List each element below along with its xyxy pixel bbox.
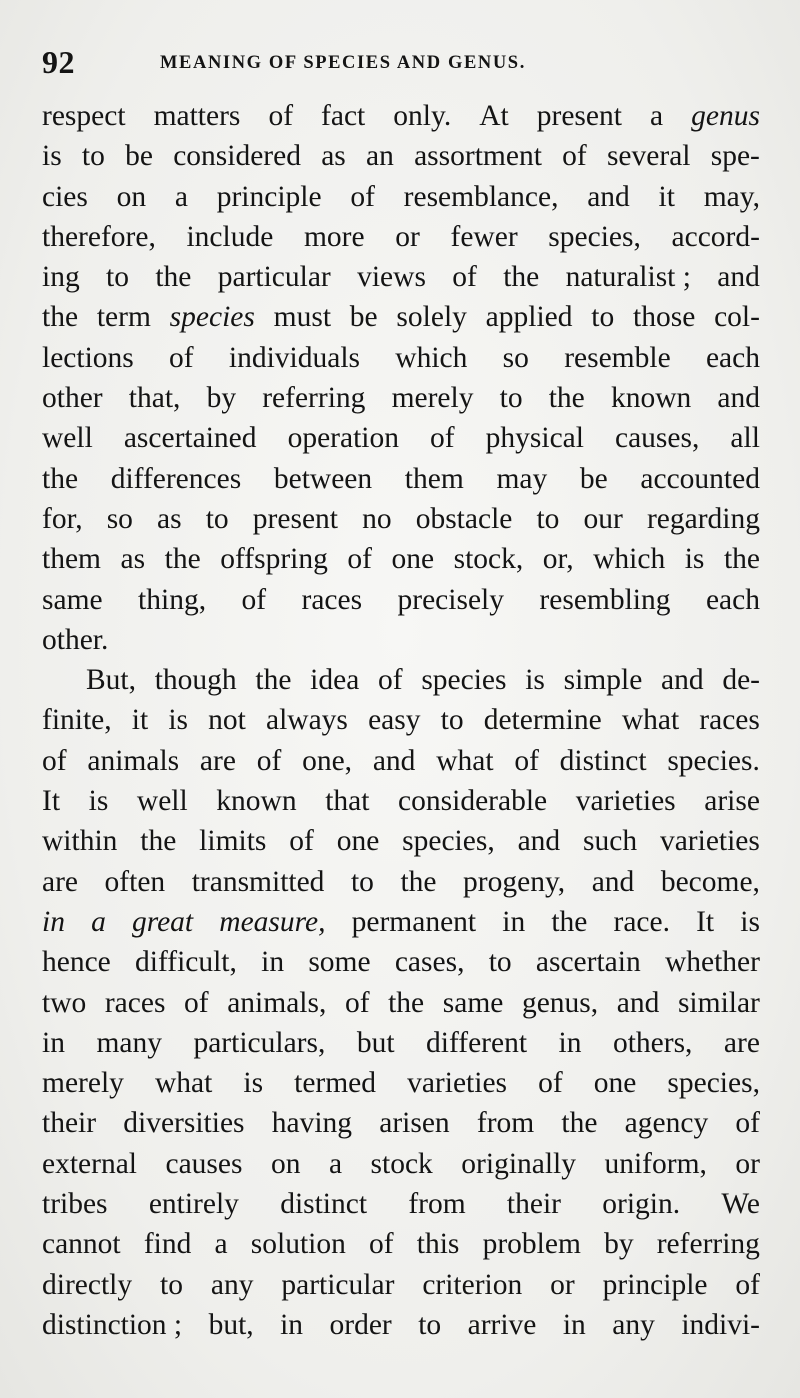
word: for, (42, 502, 83, 535)
text-line (42, 257, 760, 297)
word: stock (370, 1147, 433, 1180)
word: them (404, 462, 464, 495)
word: particulars, (193, 1026, 326, 1059)
word: but (356, 1026, 395, 1059)
word: though (154, 664, 237, 697)
body-text (42, 96, 760, 1345)
text-line (42, 378, 760, 418)
word: is (684, 543, 705, 576)
word: is (243, 1067, 264, 1100)
word: be (579, 462, 608, 495)
word: and (372, 744, 416, 777)
word: agency (624, 1107, 709, 1140)
word: only. (393, 100, 452, 132)
word: distinct (559, 744, 647, 777)
word: as (321, 140, 346, 173)
word: particular (281, 1268, 395, 1301)
word: each (705, 583, 760, 616)
word: within (42, 825, 118, 858)
word: and (717, 261, 760, 294)
word: several (606, 140, 691, 173)
word: on (270, 1147, 301, 1180)
word: is (168, 704, 189, 737)
word: one (593, 1067, 637, 1100)
word: origin. (602, 1188, 681, 1221)
text-line (42, 1023, 760, 1063)
word: of (241, 583, 267, 616)
word: their (42, 1107, 97, 1140)
word: the (164, 543, 201, 576)
word: stock, (453, 543, 524, 576)
word: by (604, 1228, 634, 1261)
word: solely (396, 301, 467, 334)
word: naturalist ; (565, 261, 691, 294)
word: applied (485, 301, 573, 334)
word: to (106, 261, 129, 294)
word: cies (42, 180, 88, 213)
word: At (479, 100, 509, 132)
word: offspring (220, 543, 328, 576)
word: the (255, 664, 292, 697)
text-line (42, 1063, 760, 1103)
word: each (705, 341, 760, 374)
word: of (184, 986, 209, 1019)
word: is (525, 664, 545, 697)
word: problem (482, 1228, 581, 1261)
word: of (562, 140, 587, 173)
word: to (81, 140, 105, 173)
word: many (96, 1026, 162, 1059)
word: to (160, 1268, 183, 1301)
word: on (116, 180, 147, 213)
word: but, (208, 1308, 254, 1341)
text-line (42, 821, 760, 861)
word: may, (703, 180, 760, 213)
word: such (583, 825, 638, 858)
word: respect (42, 100, 126, 132)
word: of (369, 1228, 394, 1261)
word: race. (613, 905, 670, 938)
word: an (366, 140, 394, 173)
word: not (208, 704, 246, 737)
word: or (550, 1268, 575, 1301)
word: indivi- (681, 1308, 760, 1341)
word: more (303, 220, 365, 253)
word: the (561, 1107, 598, 1140)
word: is (88, 785, 109, 818)
text-line (42, 539, 760, 579)
word: precisely (397, 583, 504, 616)
text-line (42, 620, 760, 660)
italic-word: great (131, 905, 194, 938)
word: resemblance, (403, 180, 559, 213)
word: in (502, 905, 526, 938)
word: of (452, 261, 477, 294)
word: species, (667, 1067, 760, 1100)
text-line (42, 1184, 760, 1224)
word: in (562, 1308, 586, 1341)
text-line (42, 1224, 760, 1264)
word: that (325, 785, 370, 818)
word: progeny, (463, 865, 566, 898)
word: arise (704, 785, 760, 818)
word: to (350, 865, 374, 898)
word: whether (664, 946, 760, 979)
word: species, (548, 220, 641, 253)
word: particular (217, 261, 331, 294)
word: and (587, 180, 630, 213)
text-line (42, 338, 760, 378)
italic-word: a (91, 905, 106, 938)
word: distinct (280, 1188, 368, 1221)
word: well (42, 422, 93, 455)
word: it (131, 704, 149, 737)
word: determine (483, 704, 602, 737)
word: the (400, 865, 437, 898)
word: physical (485, 422, 584, 455)
word: causes, (615, 422, 700, 455)
word: in (280, 1308, 304, 1341)
word: different (426, 1026, 528, 1059)
word: operation (287, 422, 399, 455)
word: arisen (379, 1107, 450, 1140)
word: differences (110, 462, 242, 495)
word: from (476, 1107, 535, 1140)
word: thing, (138, 583, 207, 616)
word: other (42, 382, 103, 415)
text-line (42, 459, 760, 499)
word: in (261, 946, 285, 979)
word: are (42, 865, 79, 898)
word: always (266, 704, 348, 737)
word: cannot (42, 1228, 121, 1261)
text-line (42, 96, 760, 136)
word: species, (402, 825, 495, 858)
word: may (496, 462, 548, 495)
word: ascertain (535, 946, 641, 979)
word: what (436, 744, 494, 777)
word: It (696, 905, 715, 938)
word: of (378, 664, 403, 697)
word: tribes (42, 1188, 108, 1221)
text-line (42, 902, 760, 942)
word: regarding (646, 502, 760, 535)
word: are (723, 1026, 760, 1059)
word: no (362, 502, 392, 535)
text-line (42, 983, 760, 1023)
running-title: MEANING OF SPECIES AND GENUS. (160, 53, 526, 73)
word: a (214, 1228, 228, 1261)
word: of (735, 1268, 760, 1301)
italic-word: genus (691, 100, 760, 132)
word: the (42, 462, 79, 495)
word: often (104, 865, 166, 898)
word: merely (42, 1067, 124, 1100)
word: this (416, 1228, 460, 1261)
word: solution (250, 1228, 346, 1261)
italic-word: measure, (219, 905, 326, 938)
word: varieties (575, 785, 676, 818)
word: what (621, 704, 680, 737)
text-line (42, 177, 760, 217)
word: them (42, 543, 101, 576)
word: so (106, 502, 133, 535)
word: by (206, 382, 237, 415)
text-line (42, 217, 760, 257)
word: merely (391, 382, 474, 415)
word: any (612, 1308, 655, 1341)
word: order (329, 1308, 392, 1341)
text-line (42, 942, 760, 982)
word: and (661, 664, 704, 697)
word: principle (602, 1268, 708, 1301)
italic-word: species (169, 301, 255, 334)
word: We (721, 1188, 760, 1221)
text-line (42, 1144, 760, 1184)
word: and (616, 986, 660, 1019)
word: hence (42, 946, 111, 979)
word: accord- (671, 220, 760, 253)
word: same (42, 583, 103, 616)
word: external (42, 1147, 137, 1180)
word: term (96, 301, 151, 334)
word: of (347, 543, 372, 576)
word: directly (42, 1268, 133, 1301)
word: the (42, 301, 79, 334)
word: others, (612, 1026, 693, 1059)
word: and (591, 865, 635, 898)
word: well (136, 785, 188, 818)
word: the (723, 543, 760, 576)
word: uniform, (604, 1147, 707, 1180)
word: of (256, 744, 282, 777)
word: or, (542, 543, 574, 576)
word: ing (42, 261, 80, 294)
word: known (610, 382, 692, 415)
word: what (154, 1067, 213, 1100)
word: other. (42, 623, 109, 656)
word: species (421, 664, 507, 697)
word: their (506, 1188, 561, 1221)
text-line (42, 1103, 760, 1143)
word: the (140, 825, 177, 858)
word: simple (563, 664, 643, 697)
word: a (328, 1147, 343, 1180)
word: resemble (564, 341, 671, 374)
word: any (210, 1268, 254, 1301)
text-line (42, 418, 760, 458)
word: present (252, 502, 338, 535)
text-line (42, 297, 760, 337)
word: similar (677, 986, 760, 1019)
word: the (155, 261, 192, 294)
text-line (42, 862, 760, 902)
word: in (558, 1026, 582, 1059)
word: become, (660, 865, 760, 898)
word: of (430, 422, 455, 455)
word: in (42, 1026, 65, 1059)
word: varieties (659, 825, 760, 858)
word: originally (461, 1147, 576, 1180)
word: races (104, 986, 166, 1019)
word: as (157, 502, 182, 535)
text-line (42, 741, 760, 781)
word: resembling (539, 583, 671, 616)
word: species. (667, 744, 760, 777)
word: is (740, 905, 760, 938)
word: considered (173, 140, 301, 173)
word: assortment (414, 140, 542, 173)
word: are (199, 744, 236, 777)
word: permanent (351, 905, 477, 938)
word: But, (86, 664, 136, 697)
word: criterion (422, 1268, 523, 1301)
word: lections (42, 341, 134, 374)
word: to (205, 502, 229, 535)
word: spe- (710, 140, 760, 173)
word: of (514, 744, 539, 777)
word: limits (199, 825, 267, 858)
word: varieties (407, 1067, 508, 1100)
word: all (730, 422, 760, 455)
word: col- (714, 301, 760, 334)
word: two (42, 986, 87, 1019)
word: to (418, 1308, 442, 1341)
word: causes (165, 1147, 243, 1180)
word: cases, (394, 946, 465, 979)
word: between (273, 462, 373, 495)
word: It (42, 785, 61, 818)
word: races (301, 583, 363, 616)
word: which (395, 341, 468, 374)
word: having (271, 1107, 353, 1140)
word: fewer (450, 220, 518, 253)
word: referring (656, 1228, 760, 1261)
word: and (517, 825, 561, 858)
word: obstacle (415, 502, 513, 535)
word: that, (128, 382, 181, 415)
word: be (349, 301, 378, 334)
word: one (391, 543, 435, 576)
word: of (735, 1107, 760, 1140)
word: must (273, 301, 332, 334)
word: those (633, 301, 696, 334)
page-number: 92 (42, 44, 75, 80)
word: of (538, 1067, 563, 1100)
word: is (42, 140, 62, 173)
running-head (42, 44, 758, 84)
word: referring (262, 382, 366, 415)
word: of (289, 825, 314, 858)
word: difficult, (135, 946, 237, 979)
word: races (699, 704, 760, 737)
word: the (551, 905, 588, 938)
word: be (125, 140, 153, 173)
word: termed (294, 1067, 377, 1100)
word: or (395, 220, 420, 253)
text-line (42, 499, 760, 539)
word: present (536, 100, 622, 132)
word: distinction ; (42, 1308, 183, 1341)
word: of (268, 100, 294, 132)
word: to (591, 301, 615, 334)
word: same (442, 986, 504, 1019)
word: our (583, 502, 623, 535)
word: and (717, 382, 760, 415)
text-line (42, 580, 760, 620)
word: of (169, 341, 194, 374)
word: fact (321, 100, 366, 132)
word: de- (722, 664, 760, 697)
word: include (186, 220, 274, 253)
text-line (42, 136, 760, 176)
word: arrive (467, 1308, 537, 1341)
word: to (536, 502, 560, 535)
text-line (42, 781, 760, 821)
word: a (174, 180, 188, 213)
word: entirely (148, 1188, 239, 1221)
word: views (357, 261, 426, 294)
word: as (120, 543, 146, 576)
text-line (42, 700, 760, 740)
word: a (649, 100, 664, 132)
word: of (344, 986, 370, 1019)
word: it (658, 180, 675, 213)
word: ascertained (123, 422, 257, 455)
word: to (440, 704, 464, 737)
word: diversities (123, 1107, 245, 1140)
word: finite, (42, 704, 112, 737)
word: to (488, 946, 512, 979)
word: the (388, 986, 425, 1019)
word: one, (302, 744, 353, 777)
word: therefore, (42, 220, 156, 253)
word: idea (310, 664, 360, 697)
word: so (502, 341, 529, 374)
word: of (350, 180, 375, 213)
word: which (593, 543, 666, 576)
word: matters (153, 100, 241, 132)
word: individuals (228, 341, 361, 374)
word: animals (87, 744, 180, 777)
word: the (503, 261, 540, 294)
word: from (408, 1188, 466, 1221)
word: genus, (521, 986, 599, 1019)
word: some (308, 946, 371, 979)
word: the (548, 382, 585, 415)
word: find (143, 1228, 192, 1261)
word: easy (368, 704, 421, 737)
text-line (42, 660, 760, 700)
word: accounted (640, 462, 760, 495)
word: to (499, 382, 523, 415)
text-line (42, 1305, 760, 1345)
word: animals, (227, 986, 327, 1019)
word: considerable (398, 785, 548, 818)
word: principle (216, 180, 322, 213)
word: of (42, 744, 67, 777)
word: one (336, 825, 380, 858)
word: known (216, 785, 297, 818)
word: or (735, 1147, 760, 1180)
word: transmitted (191, 865, 325, 898)
text-line (42, 1265, 760, 1305)
italic-word: in (42, 905, 65, 938)
